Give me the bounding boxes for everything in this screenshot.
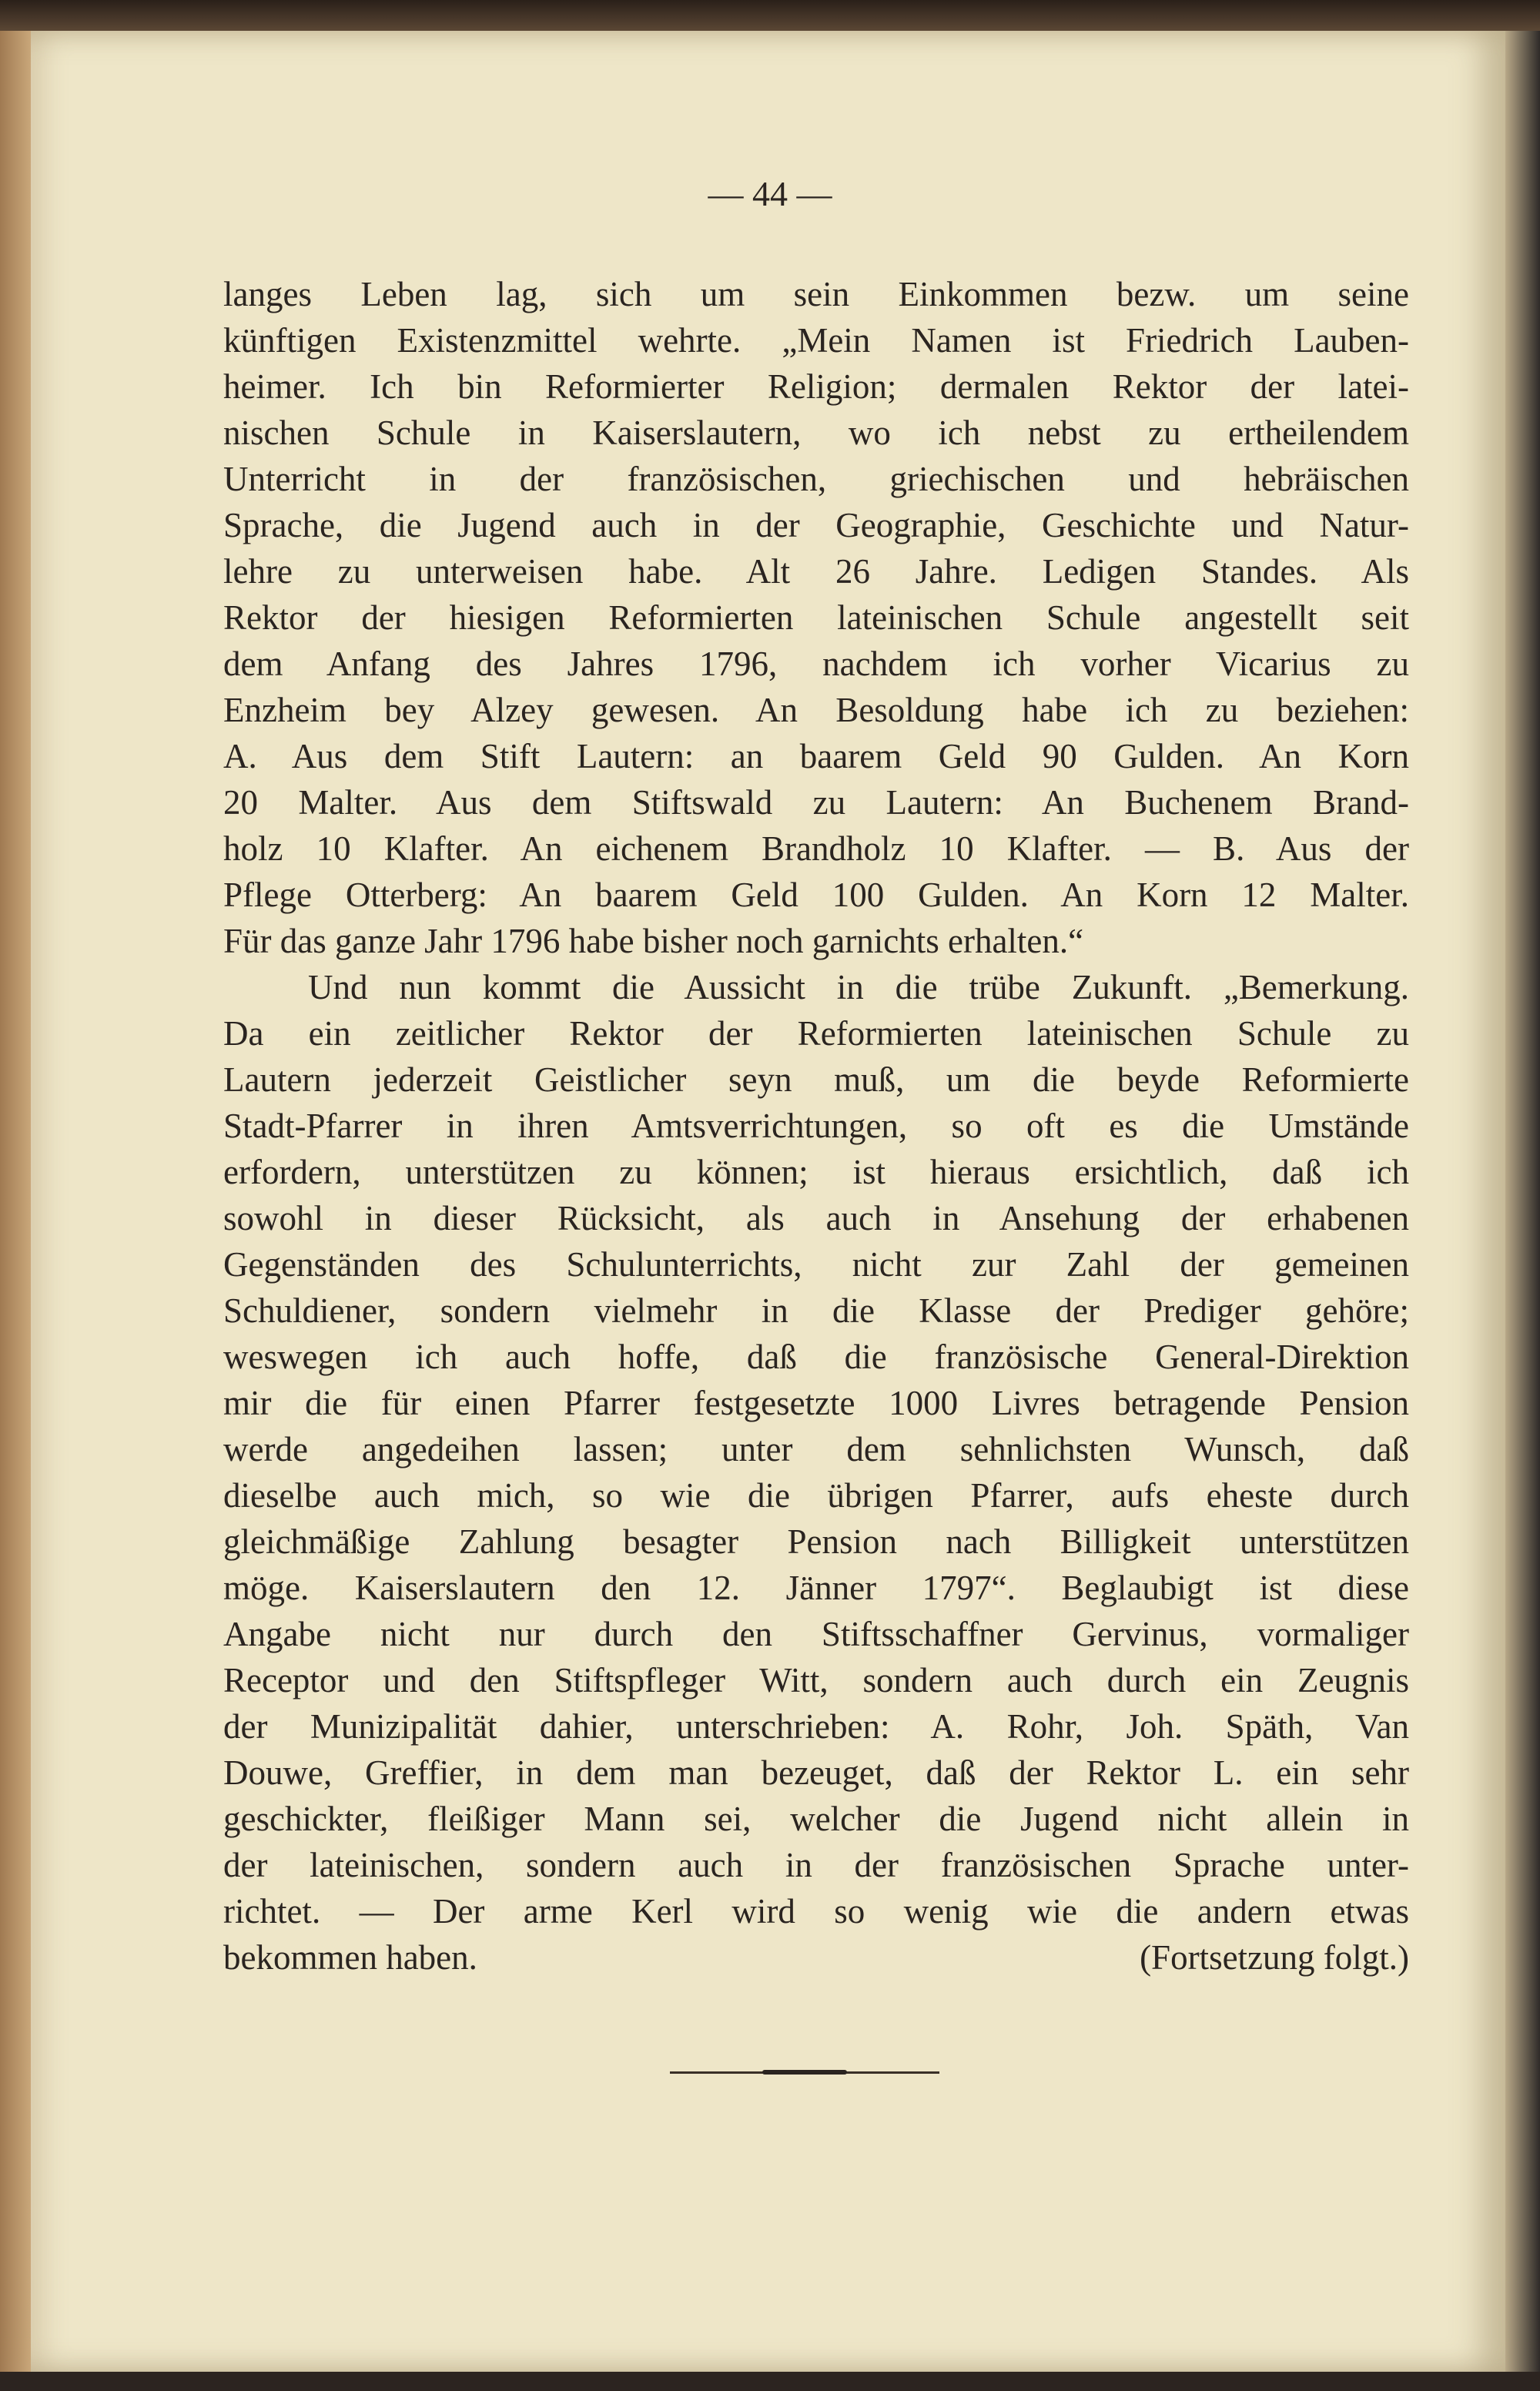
text-line: Unterricht in der französischen, griechischen und hebräischen <box>223 460 1409 498</box>
text-line: A. Aus dem Stift Lautern: an baarem Geld 90 Gulden. An Korn <box>223 737 1409 775</box>
text-line: 20 Malter. Aus dem Stiftswald zu Lautern: An Buchenem Brand- <box>223 783 1409 822</box>
text-line: möge. Kaiserslautern den 12. Jänner 1797“. Beglaubigt ist diese <box>223 1569 1409 1607</box>
text-line: Lautern jederzeit Geistlicher seyn muß, um die beyde Reformierte <box>223 1060 1409 1099</box>
text-line: Angabe nicht nur durch den Stiftsschaffner Gervinus, vormaliger <box>223 1615 1409 1653</box>
text-line: Für das ganze Jahr 1796 habe bisher noch garnichts erhalten.“ <box>223 922 1084 960</box>
text-line: der Munizipalität dahier, unterschrieben: A. Rohr, Joh. Späth, Van <box>223 1707 1409 1746</box>
final-line-text: bekommen haben. <box>223 1938 477 1977</box>
text-line: dem Anfang des Jahres 1796, nachdem ich vorher Vicarius zu <box>223 645 1409 683</box>
text-line: Rektor der hiesigen Reformierten lateinischen Schule angestellt seit <box>223 598 1409 637</box>
text-line: Da ein zeitlicher Rektor der Reformierten lateinischen Schule zu <box>223 1014 1409 1053</box>
text-line: Receptor und den Stiftspfleger Witt, sondern auch durch ein Zeugnis <box>223 1661 1409 1699</box>
final-line <box>223 1934 1409 1981</box>
text-line: Douwe, Greffier, in dem man bezeuget, daß der Rektor L. ein sehr <box>223 1753 1409 1792</box>
text-line: richtet. — Der arme Kerl wird so wenig wie die andern etwas <box>223 1892 1409 1931</box>
text-line: erfordern, unterstützen zu können; ist hieraus ersichtlich, daß ich <box>223 1153 1409 1191</box>
text-line: Pflege Otterberg: An baarem Geld 100 Gulden. An Korn 12 Malter. <box>223 876 1409 914</box>
text-line: der lateinischen, sondern auch in der französischen Sprache unter- <box>223 1846 1409 1884</box>
scan-top-edge <box>0 0 1540 31</box>
scan-left-edge <box>0 31 31 2391</box>
text-line: heimer. Ich bin Reformierter Religion; dermalen Rektor der latei- <box>223 367 1409 406</box>
text-line: nischen Schule in Kaiserslautern, wo ich nebst zu ertheilendem <box>223 414 1409 452</box>
text-line: holz 10 Klafter. An eichenem Brandholz 10 Klafter. — B. Aus der <box>223 829 1409 868</box>
text-line: lehre zu unterweisen habe. Alt 26 Jahre. Ledigen Standes. Als <box>223 552 1409 591</box>
text-line: künftigen Existenzmittel wehrte. „Mein Namen ist Friedrich Lauben- <box>223 321 1409 360</box>
text-line: Sprache, die Jugend auch in der Geographie, Geschichte und Natur- <box>223 506 1409 544</box>
text-line: geschickter, fleißiger Mann sei, welcher die Jugend nicht allein in <box>223 1800 1409 1838</box>
text-line: Schuldiener, sondern vielmehr in die Klasse der Prediger gehöre; <box>223 1291 1409 1330</box>
text-line: mir die für einen Pfarrer festgesetzte 1000 Livres betragende Pension <box>223 1384 1409 1422</box>
text-line: Und nun kommt die Aussicht in die trübe Zukunft. „Bemerkung. <box>308 968 1409 1006</box>
text-line: gleichmäßige Zahlung besagter Pension nach Billigkeit unterstützen <box>223 1522 1409 1561</box>
text-line: sowohl in dieser Rücksicht, als auch in Ansehung der erhabenen <box>223 1199 1409 1237</box>
continuation-note: (Fortsetzung folgt.) <box>1140 1938 1409 1977</box>
section-divider-rule <box>670 2071 939 2074</box>
scan-bottom-edge <box>0 2372 1540 2391</box>
text-line: Gegenständen des Schulunterrichts, nicht zur Zahl der gemeinen <box>223 1245 1409 1284</box>
text-line: weswegen ich auch hoffe, daß die französische General-Direktion <box>223 1338 1409 1376</box>
scan-right-edge <box>1505 31 1540 2391</box>
page-number: — 44 — <box>708 174 832 213</box>
text-line: dieselbe auch mich, so wie die übrigen Pfarrer, aufs eheste durch <box>223 1476 1409 1515</box>
text-line: langes Leben lag, sich um sein Einkommen bezw. um seine <box>223 275 1409 313</box>
text-line: Stadt-Pfarrer in ihren Amtsverrichtungen, so oft es die Umstände <box>223 1107 1409 1145</box>
text-line: werde angedeihen lassen; unter dem sehnlichsten Wunsch, daß <box>223 1430 1409 1468</box>
text-line: Enzheim bey Alzey gewesen. An Besoldung habe ich zu beziehen: <box>223 691 1409 729</box>
body-text <box>223 271 1409 1981</box>
